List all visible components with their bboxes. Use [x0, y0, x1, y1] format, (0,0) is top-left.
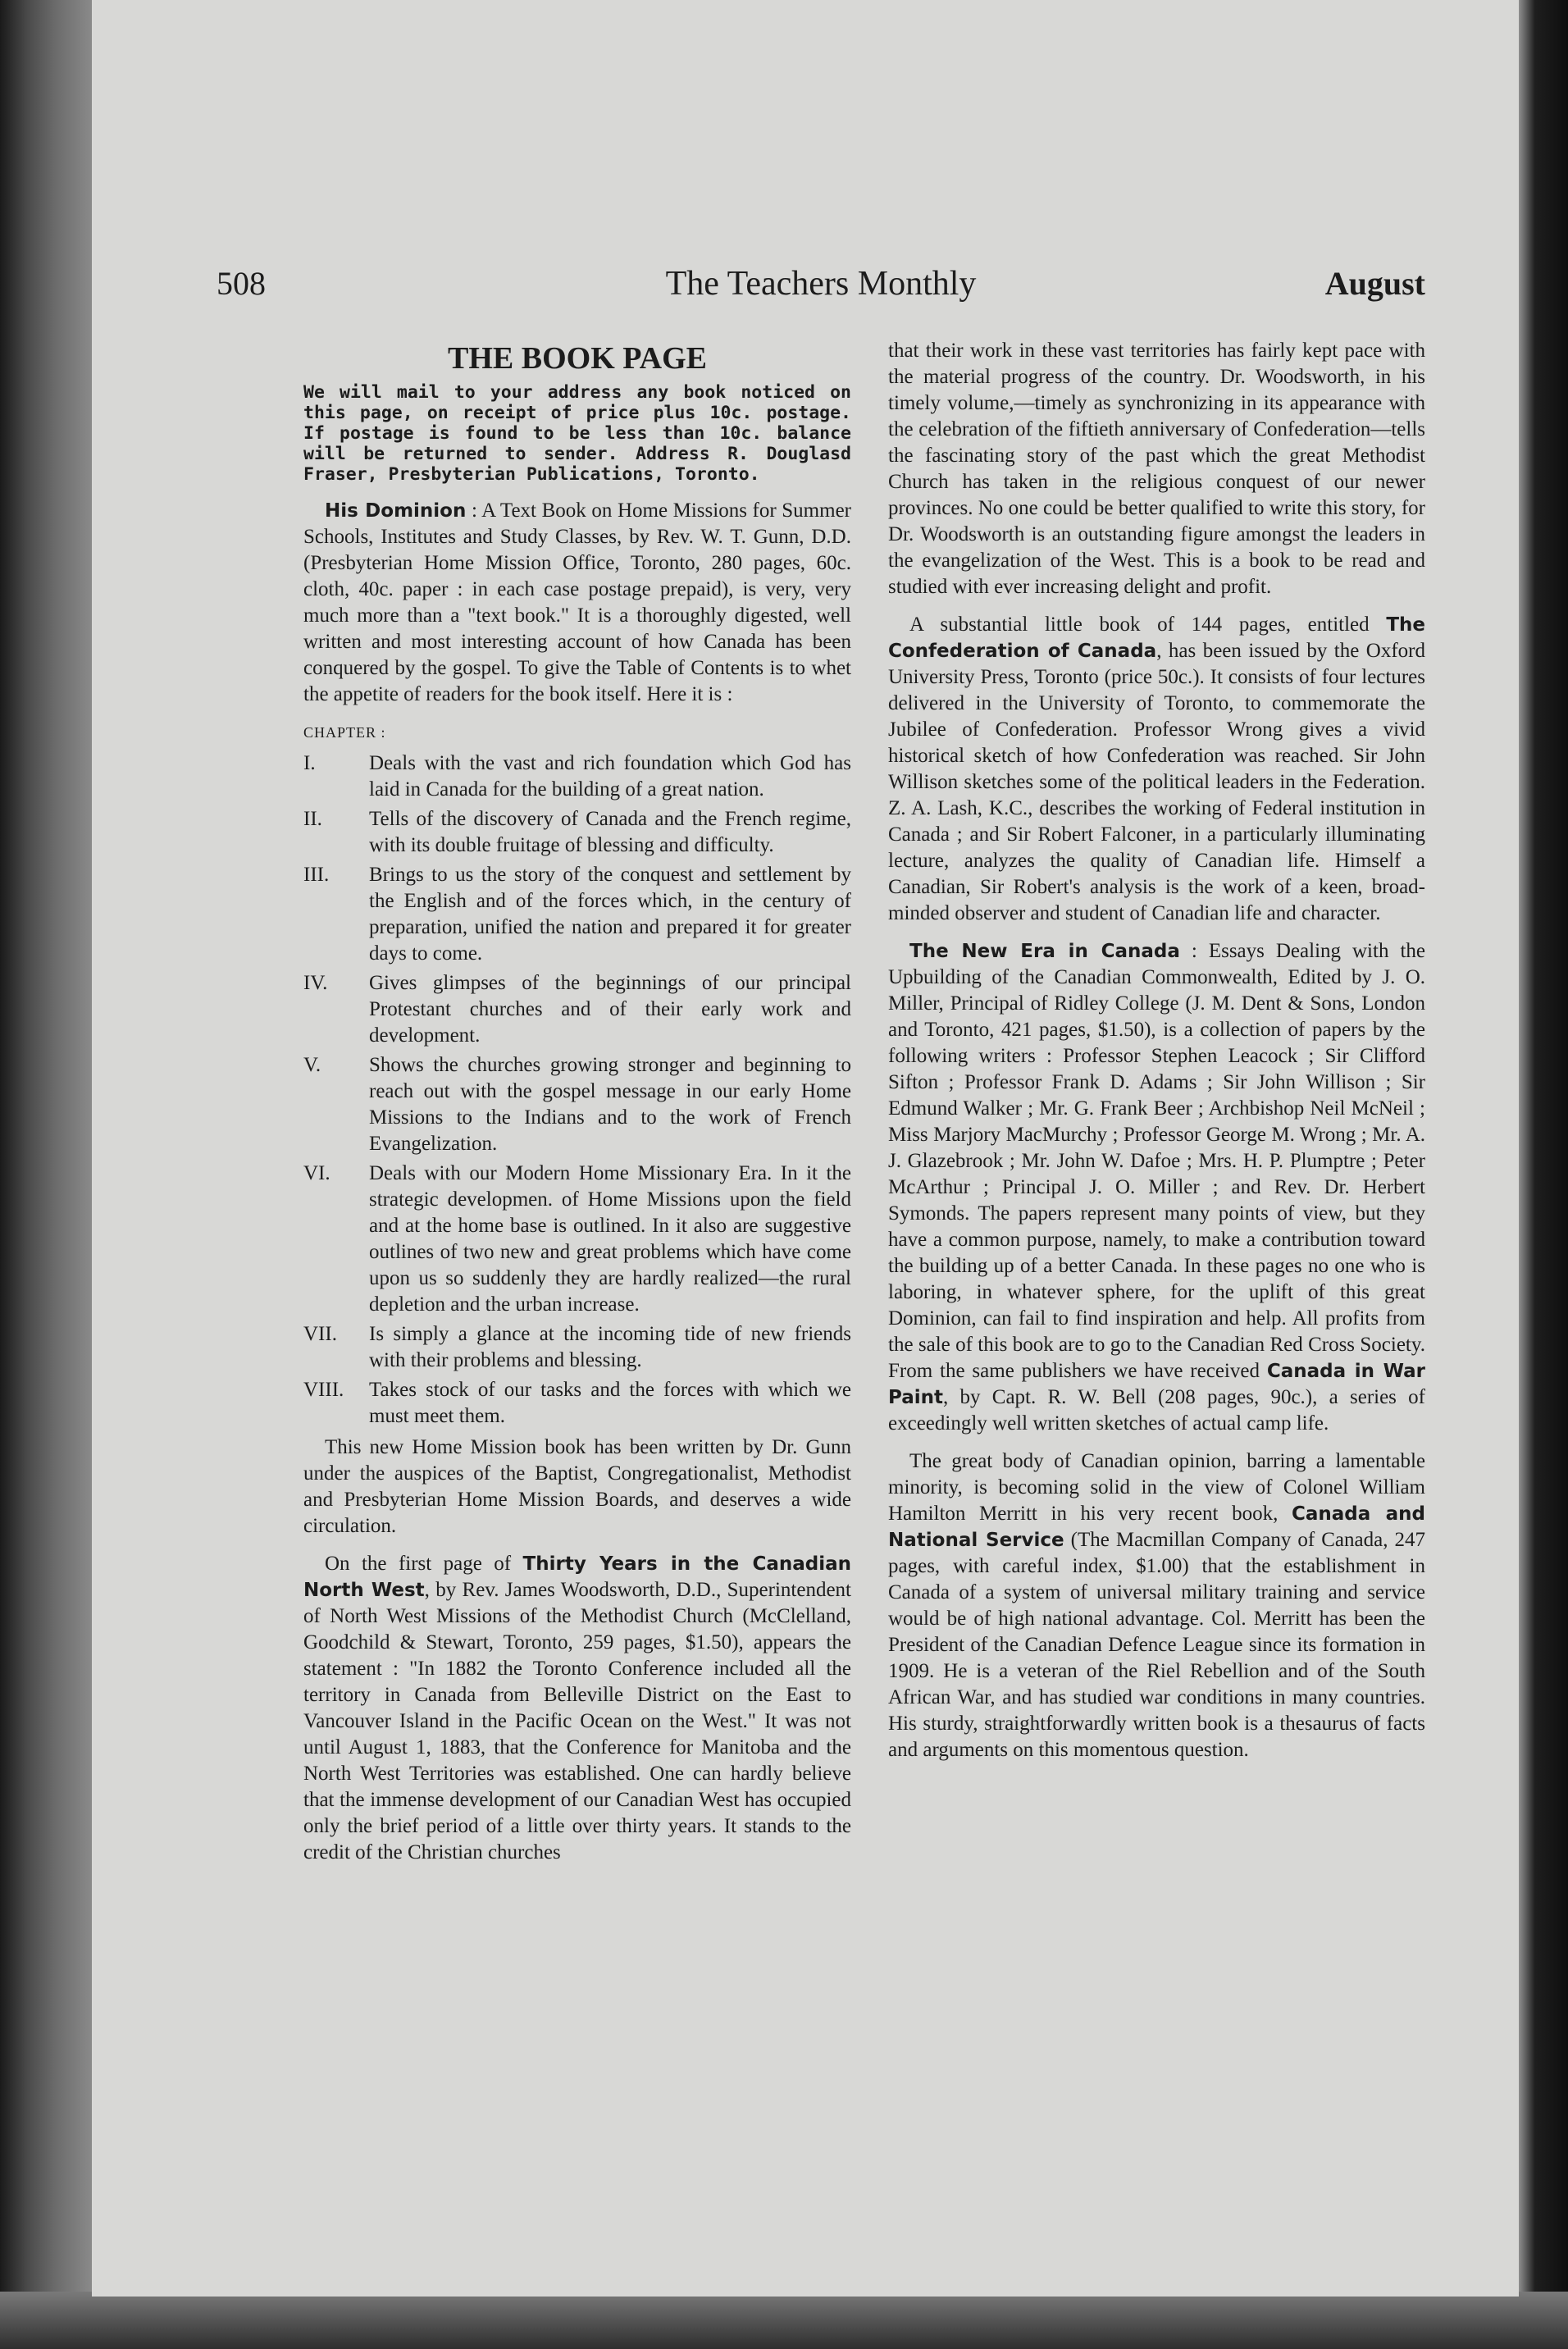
review-text: On the first page of: [325, 1553, 523, 1575]
review-confederation: [888, 612, 1425, 927]
running-month: August: [1324, 265, 1425, 302]
book-title: The New Era in Canada: [909, 941, 1180, 962]
chapter-text: Tells of the discovery of Canada and the French regime, with its double fruitage of blessing and difficulty.: [369, 808, 851, 856]
scan-edge-bottom: [0, 2292, 1568, 2349]
review-text: A substantial little book of 144 pages, entitled: [909, 613, 1387, 636]
chapter-text: Is simply a glance at the incoming tide of new friends with their problems and blessing.: [369, 1323, 851, 1371]
chapter-list: [303, 750, 851, 1430]
book-title: His Dominion: [325, 500, 467, 522]
chapter-item: [303, 970, 851, 1049]
chapter-text: Shows the churches growing stronger and beginning to reach out with the gospel message in our early Home Missions to the Indians and to the work of French Evangelization.: [369, 1054, 851, 1155]
chapter-number: III.: [303, 864, 330, 886]
chapter-number: V.: [303, 1054, 321, 1076]
chapter-item: [303, 806, 851, 859]
chapter-text: Deals with our Modern Home Missionary Era. In it the strategic developmen. of Home Missions upon the field and at the home base is outlined. In it also are suggestive outlines of two new and great problems which have come upon us so suddenly they are hardly realized—the rural depletion and the urban increase.: [369, 1162, 851, 1316]
chapter-item: [303, 1321, 851, 1374]
review-text: , by Capt. R. W. Bell (208 pages, 90c.), a series of exceedingly well written sketches of actual camp life.: [888, 1386, 1425, 1434]
chapter-item: [303, 1052, 851, 1157]
chapter-text: Takes stock of our tasks and the forces with which we must meet them.: [369, 1379, 851, 1427]
running-title: The Teachers Monthly: [665, 265, 977, 303]
review-text: : A Text Book on Home Missions for Summer Schools, Institutes and Study Classes, by Rev. W. T. Gunn, D.D. (Presbyterian Home Mission Office, Toronto, 280 pages, 60c. cloth, 40c. paper : in each case postage prepaid), is very, very much more than a "text book." It is a thoroughly digested, well written and most interesting account of how Canada has been conquered by the gospel. To give the Table of Contents is to whet the appetite of readers for the book itself. Here it is :: [303, 499, 851, 705]
review-text: , by Rev. James Woodsworth, D.D., Superintendent of North West Missions of the Methodist Church (McClelland, Goodchild & Stewart, Toronto, 259 pages, $1.50), appears the statement : "In 1882 the Toronto Conference included all the territory in Canada from Belleville District on the East to Vancouver Island in the Pacific Ocean on the West." It was not until August 1, 1883, that the Conference for Manitoba and the North West Territories was established. One can hardly believe that the immense development of our Canadian West has occupied only the brief period of a little over thirty years. It stands to the credit of the Christian churches: [303, 1579, 851, 1863]
chapter-item: [303, 1377, 851, 1430]
paragraph: This new Home Mission book has been written by Dr. Gunn under the auspices of the Baptist, Congregationalist, Methodist and Presbyterian Home Mission Boards, and deserves a wide circulation.: [303, 1436, 851, 1537]
chapter-number: II.: [303, 808, 322, 830]
chapter-item: [303, 1161, 851, 1318]
scan-edge-right: [1517, 0, 1568, 2349]
review-his-dominion: [303, 498, 851, 708]
section-heading: THE BOOK PAGE: [447, 341, 707, 376]
review-text: : Essays Dealing with the Upbuilding of the Canadian Commonwealth, Edited by J. O. Miller, Principal of Ridley College (J. M. Dent & Sons, London and Toronto, 421 pages, $1.50), is a collection of papers by the following writers : Professor Stephen Leacock ; Sir Clifford Sifton ; Professor Frank D. Adams ; Sir John Willison ; Sir Edmund Walker ; Mr. G. Frank Beer ; Archbishop Neil McNeil ; Miss Marjory MacMurchy ; Professor George M. Wrong ; Mr. A. J. Glazebrook ; Mr. John W. Dafoe ; Mrs. H. P. Plumptre ; Peter McArthur ; Principal J. O. Miller ; and Rev. Dr. Herbert Symonds. The papers represent many points of view, but they have a common purpose, namely, to make a contribution toward the building up of a better Canada. In these pages no one who is laboring, in whatever sphere, for the uplift of this great Dominion, can fail to find inspiration and help. All profits from the sale of this book are to go to the Canadian Red Cross Society. From the same publishers we have received: [888, 940, 1425, 1382]
review-text: , has been issued by the Oxford University Press, Toronto (price 50c.). It consists of four lectures delivered in the University of Toronto, to commemorate the Jubilee of Confederation. Professor Wrong gives a vivid historical sketch of how Confederation was reached. Sir John Willison sketches some of the political leaders in the Federation. Z. A. Lash, K.C., describes the working of Federal institution in Canada ; and Sir Robert Falconer, in a particularly illuminating lecture, analyzes the quality of Canadian life. Himself a Canadian, Sir Robert's analysis is the work of a keen, broad-minded observer and student of Canadian life and character.: [888, 640, 1426, 924]
page-number: 508: [217, 265, 266, 302]
book-title: Canada and National Service: [888, 1503, 1425, 1551]
right-column: [888, 338, 1425, 1775]
chapter-number: I.: [303, 752, 316, 774]
chapter-item: [303, 750, 851, 803]
chapter-item: [303, 862, 851, 967]
chapter-text: Deals with the vast and rich foundation which God has laid in Canada for the building of a great nation.: [369, 752, 851, 800]
running-header: [217, 264, 1425, 313]
left-column: [303, 338, 851, 1877]
chapter-number: VI.: [303, 1162, 330, 1184]
book-title: The Confederation of Canada: [888, 614, 1425, 662]
chapter-label: CHAPTER :: [303, 724, 386, 741]
review-national-service: [888, 1448, 1425, 1763]
chapter-number: VIII.: [303, 1379, 344, 1401]
chapter-text: Brings to us the story of the conquest and settlement by the English and of the forces which, in the century of preparation, unified the nation and prepared it for greater days to come.: [369, 864, 851, 965]
review-text: The great body of Canadian opinion, barring a lamentable minority, is becoming solid in the view of Colonel William Hamilton Merritt in his very recent book,: [888, 1450, 1425, 1525]
chapter-number: VII.: [303, 1323, 337, 1345]
review-new-era: [888, 938, 1425, 1437]
book-title: Canada in War Paint: [888, 1361, 1425, 1408]
scan-edge-left: [0, 0, 92, 2349]
chapter-text: Gives glimpses of the beginnings of our principal Protestant churches and of their early work and development.: [369, 972, 851, 1047]
mail-notice: We will mail to your address any book noticed on this page, on receipt of price plus 10c. postage. If postage is found to be less than 10c. balance will be returned to sender. Address R. Douglasd Fraser, Presbyterian Publications, Toronto.: [303, 382, 851, 485]
chapter-number: IV.: [303, 972, 328, 994]
paragraph-continued: that their work in these vast territories has fairly kept pace with the material progress of the country. Dr. Woodsworth, in his timely volume,—timely as synchronizing in its appearance with the celebration of the fiftieth anniversary of Confederation—tells the fascinating story of the past which the great Methodist Church has taken in the religious conquest of our newer provinces. No one could be better qualified to write this story, for Dr. Woodsworth is an outstanding figure amongst the leaders in the evangelization of the West. This is a book to be read and studied with ever increasing delight and profit.: [888, 340, 1425, 598]
book-title: Thirty Years in the Canadian North West: [303, 1553, 852, 1601]
review-thirty-years: [303, 1551, 851, 1866]
review-text: (The Macmillan Company of Canada, 247 pages, with careful index, $1.00) that the establishment in Canada of a system of universal military training and service would be of high national advantage. Col. Merritt has been the President of the Canadian Defence League since its formation in 1909. He is a veteran of the Riel Rebellion and of the South African War, and has studied war conditions in many countries. His sturdy, straightforwardly written book is a thesaurus of facts and arguments on this momentous question.: [888, 1529, 1425, 1761]
